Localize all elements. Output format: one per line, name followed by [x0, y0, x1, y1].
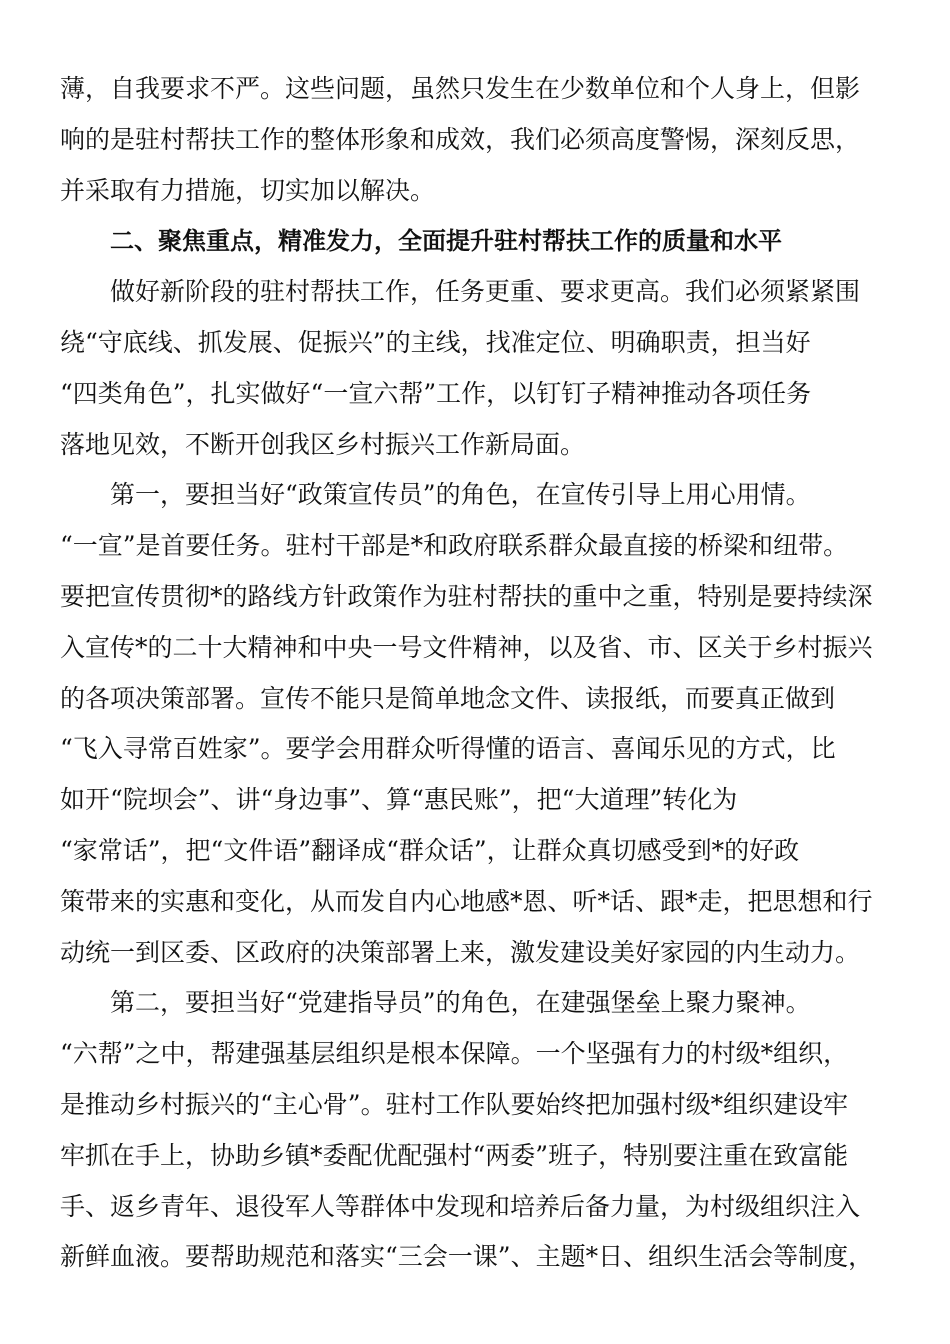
text-line: “六帮”之中，帮建强基层组织是根本保障。一个坚强有力的村级*组织，	[60, 1039, 849, 1069]
text-line: 薄，自我要求不严。这些问题，虽然只发生在少数单位和个人身上，但影	[60, 74, 861, 103]
text-line: 绕“守底线、抓发展、促振兴”的主线，找准定位、明确职责，担当好	[60, 327, 811, 357]
text-line: 入宣传*的二十大精神和中央一号文件精神，以及省、市、区关于乡村振兴	[60, 632, 873, 662]
text-line: 落地见效，不断开创我区乡村振兴工作新局面。	[60, 429, 586, 459]
text-line: 第一，要担当好“政策宣传员”的角色，在宣传引导上用心用情。	[110, 480, 811, 510]
section-heading: 二、聚焦重点，精准发力，全面提升驻村帮扶工作的质量和水平	[110, 227, 782, 256]
text-line: 做好新阶段的驻村帮扶工作，任务更重、要求更高。我们必须紧紧围	[110, 277, 861, 307]
text-line: 动统一到区委、区政府的决策部署上来，激发建设美好家园的内生动力。	[60, 937, 861, 967]
text-line: 的各项决策部署。宣传不能只是简单地念文件、读报纸，而要真正做到	[60, 683, 836, 713]
text-line: “四类角色”，扎实做好“一宣六帮”工作，以钉钉子精神推动各项任务	[60, 378, 812, 408]
text-line: 策带来的实惠和变化，从而发自内心地感*恩、听*话、跟*走，把思想和行	[60, 886, 873, 916]
text-line: 是推动乡村振兴的“主心骨”。驻村工作队要始终把加强村级*组织建设牢	[60, 1089, 849, 1119]
text-line: 并采取有力措施，切实加以解决。	[60, 175, 436, 205]
text-line: 如开“院坝会”、讲“身边事”、算“惠民账”，把“大道理”转化为	[60, 785, 738, 815]
text-line: “家常话”，把“文件语”翻译成“群众话”，让群众真切感受到*的好政	[60, 835, 800, 865]
text-line: 新鲜血液。要帮助规范和落实“三会一课”、主题*日、组织生活会等制度，	[60, 1242, 874, 1272]
text-line: 响的是驻村帮扶工作的整体形象和成效，我们必须高度警惕，深刻反思，	[60, 124, 861, 154]
text-line: “飞入寻常百姓家”。要学会用群众听得懂的语言、喜闻乐见的方式，比	[60, 734, 836, 764]
document-page	[60, 64, 900, 1283]
text-line: 第二，要担当好“党建指导员”的角色，在建强堡垒上聚力聚神。	[110, 988, 811, 1018]
text-line: 手、返乡青年、退役军人等群体中发现和培养后备力量，为村级组织注入	[60, 1191, 861, 1221]
text-line: “一宣”是首要任务。驻村干部是*和政府联系群众最直接的桥梁和纽带。	[60, 531, 849, 561]
text-line: 牢抓在手上，协助乡镇*委配优配强村“两委”班子，特别要注重在致富能	[60, 1140, 849, 1170]
text-line: 要把宣传贯彻*的路线方针政策作为驻村帮扶的重中之重，特别是要持续深	[60, 581, 873, 611]
